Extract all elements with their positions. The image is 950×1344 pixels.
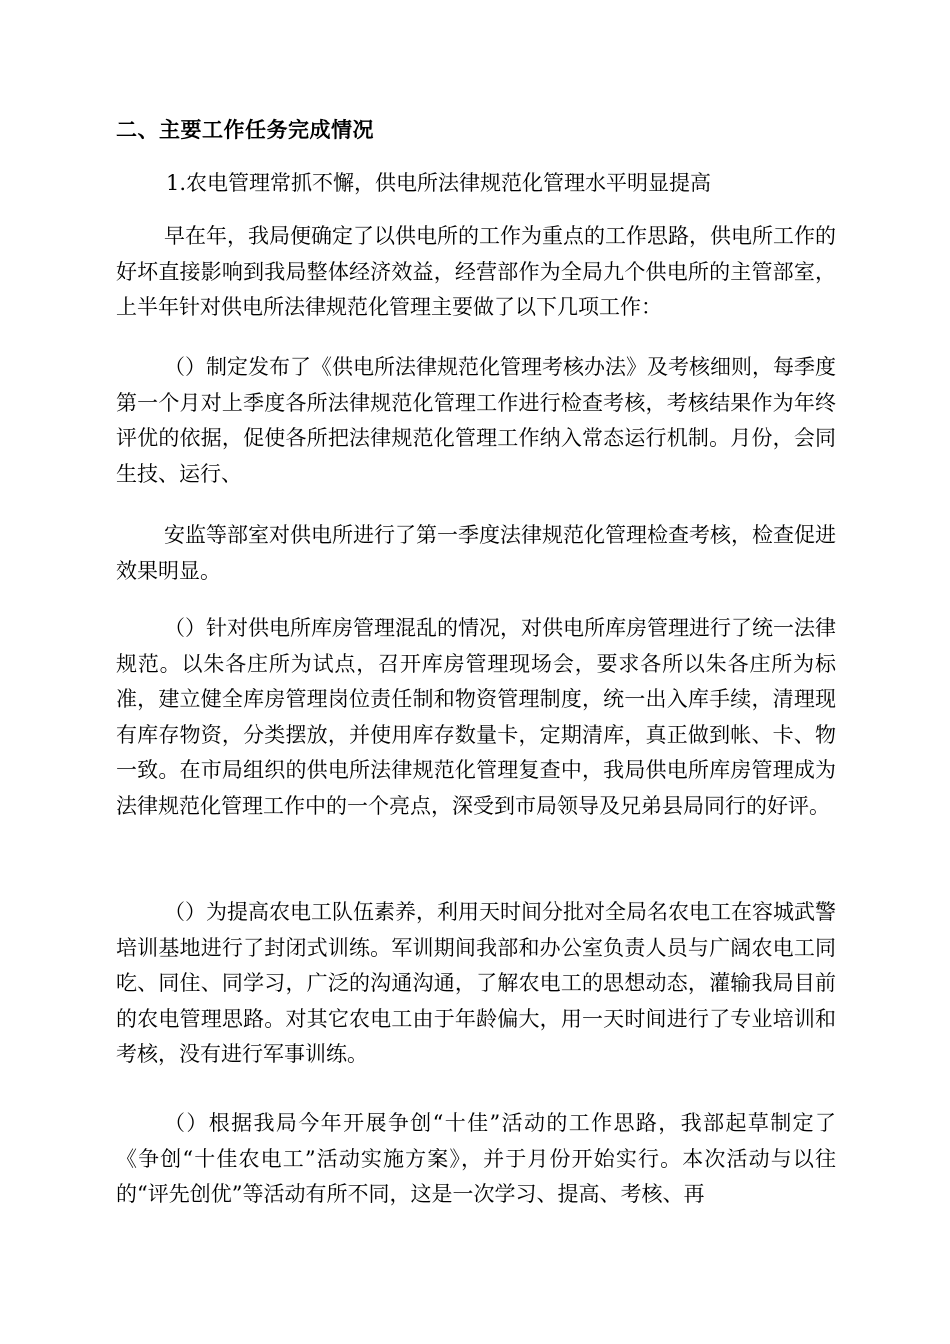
- paragraph-item-top-ten: （）根据我局今年开展争创“十佳”活动的工作思路，我部起草制定了《争创“十佳农电工”活动实施方案》，并于月份开始实行。本次活动与以往的“评先创优”等活动有所不同，这是一次学习、提高、考核、再: [116, 1111, 836, 1207]
- paragraph-item-warehouse: （）针对供电所库房管理混乱的情况，对供电所库房管理进行了统一法律规范。以朱各庄所为试点，召开库房管理现场会，要求各所以朱各庄所为标准，建立健全库房管理岗位责任制和物资管理制度，统一出入库手续，清理现有库存物资，分类摆放，并使用库存数量卡，定期清库，真正做到帐、卡、物一致。在市局组织的供电所法律规范化管理复查中，我局供电所库房管理成为法律规范化管理工作中的一个亮点，深受到市局领导及兄弟县局同行的好评。: [116, 616, 836, 818]
- paragraph-item-training: （）为提高农电工队伍素养，利用天时间分批对全局名农电工在容城武警培训基地进行了封闭式训练。军训期间我部和办公室负责人员与广阔农电工同吃、同住、同学习，广泛的沟通沟通，了解农电工的思想动态，灌输我局目前的农电管理思路。对其它农电工由于年龄偏大，用一天时间进行了专业培训和考核，没有进行军事训练。: [116, 900, 836, 1067]
- section-heading: 二、主要工作任务完成情况: [116, 118, 374, 142]
- paragraph-intro: 早在年，我局便确定了以供电所的工作为重点的工作思路，供电所工作的好坏直接影响到我局整体经济效益，经营部作为全局九个供电所的主管部室，上半年针对供电所法律规范化管理主要做了以下几项工作：: [116, 224, 836, 320]
- paragraph-item-assessment-continued: 安监等部室对供电所进行了第一季度法律规范化管理检查考核，检查促进效果明显。: [116, 523, 836, 583]
- subsection-heading: 1.农电管理常抓不懈，供电所法律规范化管理水平明显提高: [166, 171, 712, 195]
- paragraph-item-assessment: （）制定发布了《供电所法律规范化管理考核办法》及考核细则，每季度第一个月对上季度各所法律规范化管理工作进行检查考核，考核结果作为年终评优的依据，促使各所把法律规范化管理工作纳入常态运行机制。月份，会同生技、运行、: [116, 355, 836, 486]
